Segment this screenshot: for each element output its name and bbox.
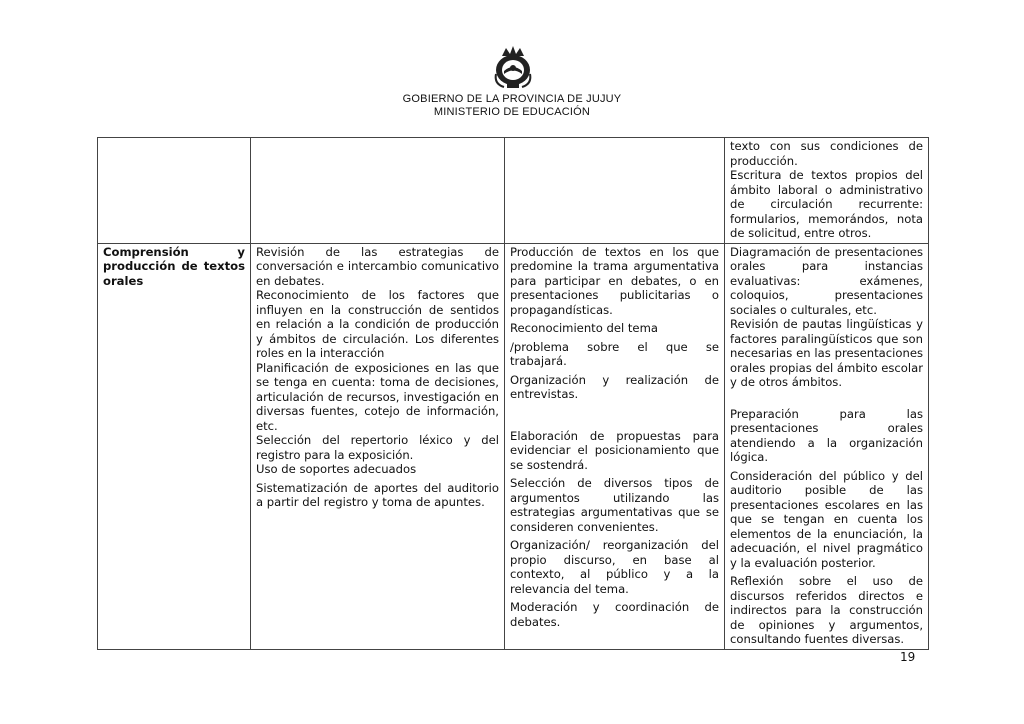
cell-paragraph: Elaboración de propuestas para evidenciar el posicionamiento que se sostendrá. xyxy=(510,428,719,472)
table-cell-contents xyxy=(251,243,505,649)
table-cell-strategies xyxy=(505,243,725,649)
cell-paragraph: Moderación y coordinación de debates. xyxy=(510,600,719,629)
cell-paragraph: Revisión de pautas lingüísticas y factores paralingüísticos que son necesarias en las presentaciones orales propias del ámbito escolar y de otros ámbitos. xyxy=(730,317,923,389)
table-row xyxy=(98,138,929,244)
table-cell-axis-title: Comprensión y producción de textos orales xyxy=(98,243,251,649)
cell-paragraph: /problema sobre el que se trabajará. xyxy=(510,339,719,368)
table-cell-empty xyxy=(505,138,725,244)
table-row xyxy=(98,243,929,649)
cell-paragraph: Reflexión sobre el uso de discursos referidos directos e indirectos para la construcción de opiniones y argumentos, consultando fuentes diversas. xyxy=(730,574,923,646)
cell-paragraph: Selección de diversos tipos de argumentos utilizando las estrategias argumentativas que se consideren convenientes. xyxy=(510,476,719,534)
cell-paragraph: Uso de soportes adecuados xyxy=(256,462,417,476)
table-cell-empty xyxy=(251,138,505,244)
cell-paragraph: Reconocimiento de los factores que influyen en la construcción de sentidos en relación a la condición de producción y ámbitos de circulación. Los diferentes roles en la interacción xyxy=(256,288,499,360)
provincial-seal-logo xyxy=(492,44,534,90)
header-ministry: MINISTERIO DE EDUCACIÓN xyxy=(433,106,591,118)
cell-paragraph: Organización y realización de entrevistas. xyxy=(510,372,719,401)
cell-paragraph: Escritura de textos propios del ámbito laboral o administrativo de circulación recurrente: formularios, memorándos, nota de solicitud, entre otros. xyxy=(730,168,923,240)
cell-paragraph: Revisión de las estrategias de conversación e intercambio comunicativo en debates. xyxy=(256,244,499,288)
page-number: 19 xyxy=(900,650,916,664)
curriculum-table xyxy=(97,137,929,650)
header-government: GOBIERNO DE LA PROVINCIA DE JUJUY xyxy=(402,93,622,105)
cell-paragraph: Consideración del público y del auditorio posible de las presentaciones escolares en las que se tengan en cuenta los elementos de la enunciación, la adecuación, el nivel pragmático y la evaluación posterior. xyxy=(730,468,923,570)
cell-paragraph: Reconocimiento del tema xyxy=(510,321,658,335)
cell-paragraph: Preparación para las presentaciones orales atendiendo a la organización lógica. xyxy=(730,406,923,464)
cell-paragraph: Diagramación de presentaciones orales para instancias evaluativas: exámenes, coloquios, presentaciones sociales o culturales, etc. xyxy=(730,244,923,317)
cell-paragraph: texto con sus condiciones de producción. xyxy=(730,139,923,168)
table-cell-empty xyxy=(98,138,251,244)
cell-paragraph: Planificación de exposiciones en las que se tenga en cuenta: toma de decisiones, articulación de recursos, investigación en diversas fuentes, cotejo de información, etc. xyxy=(256,360,499,433)
table-cell-activities xyxy=(725,243,929,649)
cell-paragraph: Organización/ reorganización del propio discurso, en base al contexto, al público y a la relevancia del tema. xyxy=(510,538,719,596)
cell-paragraph: Producción de textos en los que predomine la trama argumentativa para participar en debates, o en presentaciones publicitarias o propagandísticas. xyxy=(510,244,719,317)
table-cell-activities xyxy=(725,138,929,244)
cell-paragraph: Sistematización de aportes del auditorio a partir del registro y toma de apuntes. xyxy=(256,480,499,509)
cell-paragraph: Selección del repertorio léxico y del registro para la exposición. xyxy=(256,433,499,462)
